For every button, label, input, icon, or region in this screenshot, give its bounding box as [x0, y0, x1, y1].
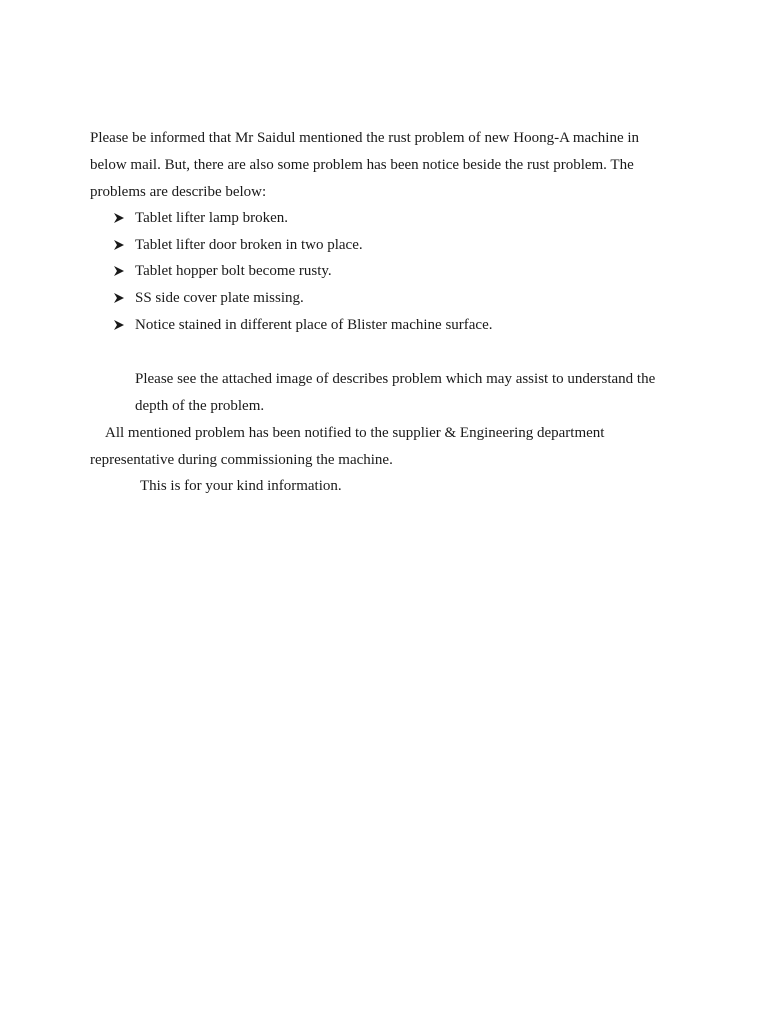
- intro-line-3: problems are describe below:: [90, 184, 267, 200]
- closing-line: This is for your kind information.: [140, 478, 342, 494]
- list-item-text: Notice stained in different place of Blister machine surface.: [135, 317, 493, 333]
- arrowhead-bullet-icon: [113, 292, 125, 304]
- arrowhead-bullet-icon: [113, 265, 125, 277]
- intro-line-1: Please be informed that Mr Saidul mentioned the rust problem of new Hoong-A machine in: [90, 130, 640, 146]
- intro-line-2: below mail. But, there are also some problem has been notice beside the rust problem. The: [90, 157, 634, 173]
- arrowhead-bullet-icon: [113, 212, 125, 224]
- notified-line-2: representative during commissioning the machine.: [90, 452, 393, 468]
- arrowhead-bullet-icon: [113, 239, 125, 251]
- attachment-line-2: depth of the problem.: [135, 398, 265, 414]
- list-item-text: Tablet hopper bolt become rusty.: [135, 263, 332, 279]
- arrowhead-bullet-icon: [113, 319, 125, 331]
- list-item-text: SS side cover plate missing.: [135, 290, 304, 306]
- notified-line-1: All mentioned problem has been notified to the supplier & Engineering department: [105, 425, 605, 441]
- list-item-text: Tablet lifter door broken in two place.: [135, 237, 363, 253]
- attachment-line-1: Please see the attached image of describes problem which may assist to understand the: [135, 371, 656, 387]
- list-item-text: Tablet lifter lamp broken.: [135, 210, 289, 226]
